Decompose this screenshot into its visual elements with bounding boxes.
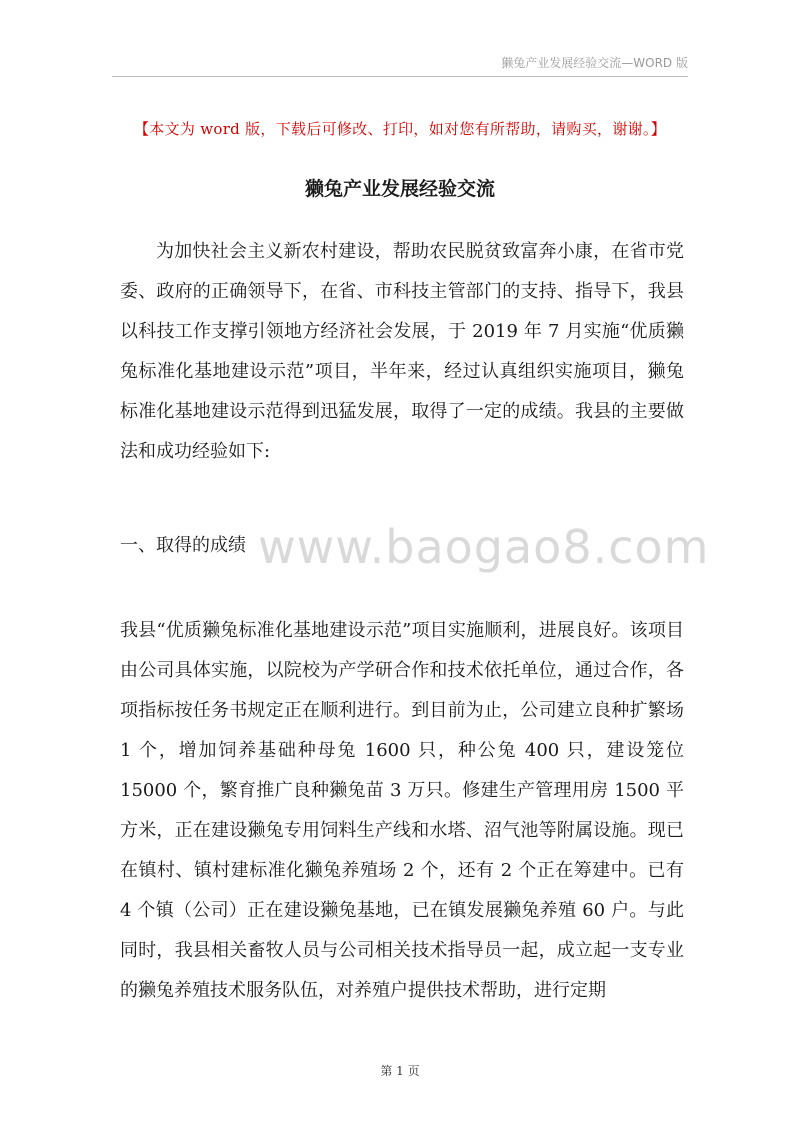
achievements-paragraph: 我县“优质獭兔标准化基地建设示范”项目实施顺利，进展良好。该项目由公司具体实施，以院校为产学研合作和技术依托单位，通过合作，各项指标按任务书规定正在顺利进行。到目前为止，公司建立良种扩繁场 1 个，增加饲养基础种母兔 1600 只，种公兔 400 只，建设笼位 15000 个，繁育推广良种獭兔苗 3 万只。修建生产管理用房 1500 平方米，正在建设獭兔专用饲料生产线和水塔、沼气池等附属设施。现已在镇村、镇村建标准化獭兔养殖场 2 个，还有 2 个正在筹建中。已有 4 个镇（公司）正在建设獭兔基地，已在镇发展獭兔养殖 60 户。与此同时，我县相关畜牧人员与公司相关技术指导员一起，成立起一支专业的獭兔养殖技术服务队伍，对养殖户提供技术帮助，进行定期 <box>120 620 684 1001</box>
document-title: 獭兔产业发展经验交流 <box>304 178 495 200</box>
section-heading: 一、取得的成绩 <box>120 535 246 556</box>
page-number: 第 1 页 <box>380 1064 420 1078</box>
watermark: www.baogao8.com <box>258 520 710 574</box>
intro-paragraph: 为加快社会主义新农村建设，帮助农民脱贫致富奔小康，在省市党委、政府的正确领导下，在省、市科技主管部门的支持、指导下，我县以科技工作支撑引领地方经济社会发展，于 2019 年 7 月实施“优质獭兔标准化基地建设示范”项目，半年来，经过认真组织实施项目，獭兔标准化基地建设示范得到迅猛发展，取得了一定的成绩。我县的主要做法和成功经验如下: <box>120 241 684 462</box>
page-header: 獭兔产业发展经验交流—WORD 版 <box>501 56 688 70</box>
header-divider <box>112 76 688 77</box>
download-notice: 【本文为 word 版，下载后可修改、打印，如对您有所帮助，请购买，谢谢。】 <box>133 120 667 138</box>
